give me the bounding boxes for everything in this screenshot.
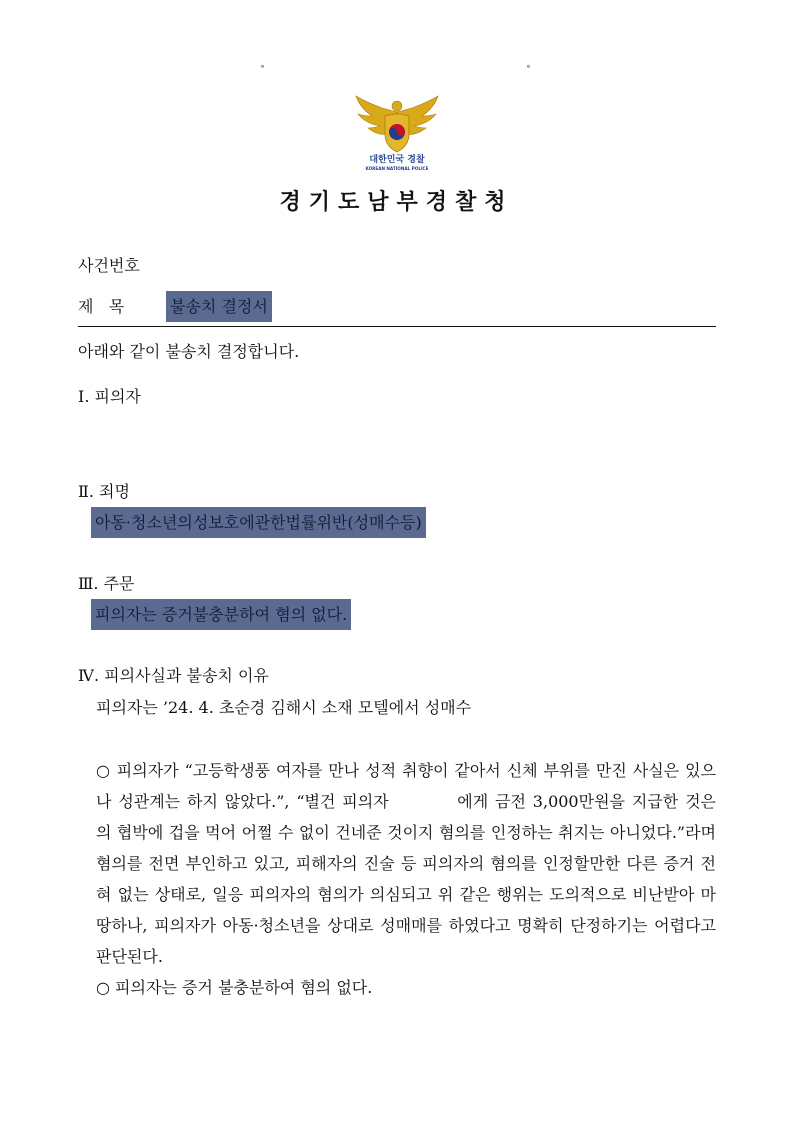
logo-text-english: KOREAN NATIONAL POLICE [365, 166, 429, 171]
section-2-value-wrap [91, 510, 426, 533]
subject-label: 제 목 [78, 297, 125, 316]
police-emblem-logo [352, 94, 442, 174]
section-1-title: Ⅰ. 피의자 [78, 387, 141, 406]
reason-paragraph-2: ○ 피의자는 증거 불충분하여 혐의 없다. [96, 978, 373, 997]
reason-body [96, 755, 767, 1003]
subject-row [78, 294, 272, 317]
logo-text-korean: 대한민국 경찰 [369, 155, 425, 165]
section-3-title: Ⅲ. 주문 [78, 574, 135, 593]
organization-title: 경기도남부경찰청 [279, 190, 514, 215]
section-4-title: Ⅳ. 피의사실과 불송치 이유 [78, 666, 269, 685]
intro-text: 아래와 같이 불송치 결정합니다. [78, 342, 300, 361]
section-3-value: 피의자는 증거불충분하여 혐의 없다. [91, 599, 351, 630]
subject-value: 불송치 결정서 [166, 291, 272, 322]
case-number-label: 사건번호 [78, 256, 140, 275]
section-2-value: 아동·청소년의성보호에관한법률위반(성매수등) [91, 507, 426, 538]
mark-right: ˚ [526, 66, 531, 77]
section-3-value-wrap [91, 602, 351, 625]
mark-left: ˚ [260, 66, 265, 77]
header-divider [78, 326, 716, 327]
section-2-title: Ⅱ. 죄명 [78, 482, 130, 501]
section-4-lead: 피의자는 ’24. 4. 초순경 김해시 소재 모텔에서 성매수 [96, 698, 472, 717]
reason-paragraph-1: ○ 피의자가 “고등학생풍 여자를 만나 성적 취향이 같아서 신체 부위를 만진 사실은 있으나 성관계는 하지 않았다.”, “별건 피의자 에게 금전 3,000만원을 지급한 것은 의 협박에 겁을 먹어 어쩔 수 없이 건네준 것이지 혐의를 인정하는 취지는 아니었다.”라며 혐의를 전면 부인하고 있고, 피해자의 진술 등 피의자의 혐의를 인정할만한 다른 증거 전혀 없는 상태로, 일응 피의자의 혐의가 의심되고 위 같은 행위는 도의적으로 비난받아 마땅하나, 피의자가 아동·청소년을 상대로 성매매를 하였다고 명확히 단정하기는 어렵다고 판단된다. [96, 761, 767, 966]
